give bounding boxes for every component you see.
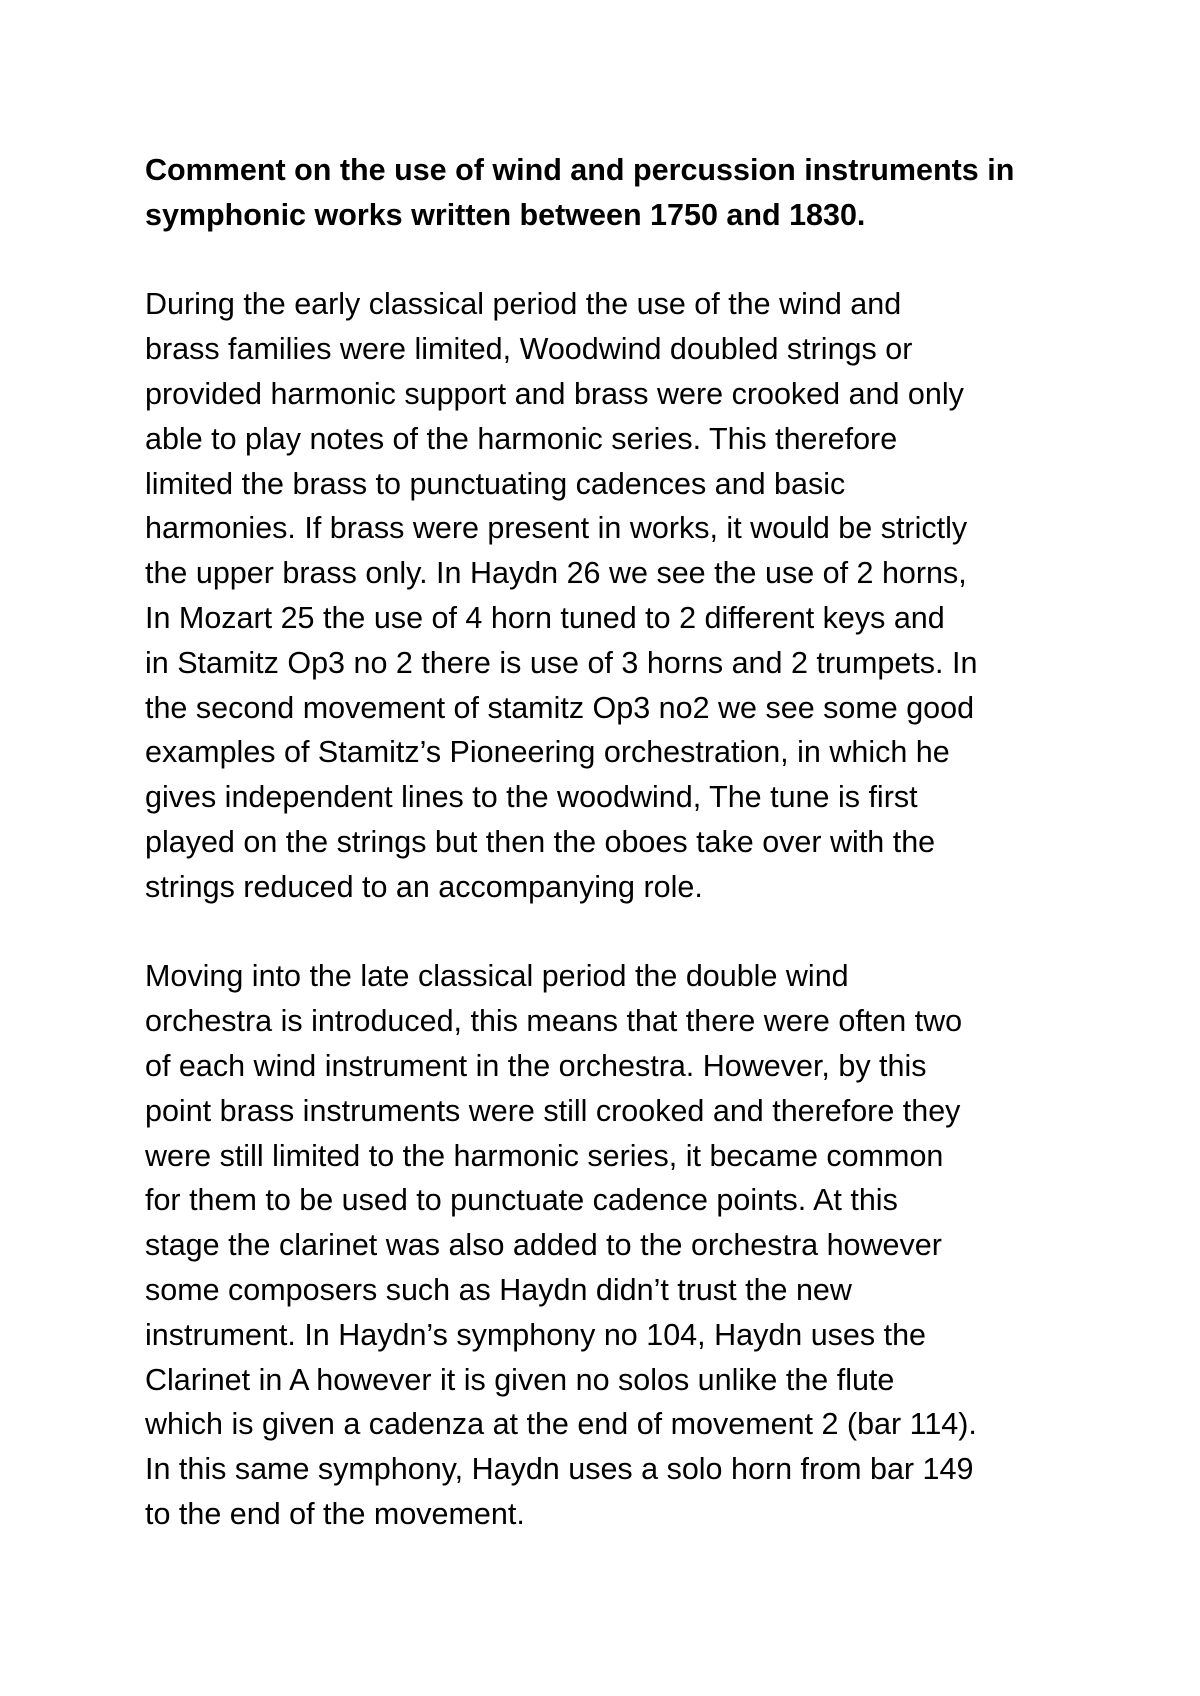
text-line: brass families were limited, Woodwind doubled strings or <box>145 332 913 367</box>
text-line: harmonies. If brass were present in works, it would be strictly <box>145 511 968 546</box>
text-line: instrument. In Haydn’s symphony no 104, Haydn uses the <box>145 1317 927 1352</box>
paragraph-early-classical <box>145 282 1075 909</box>
document-body <box>145 148 1075 1537</box>
text-line: some composers such as Haydn didn’t trust the new <box>145 1272 852 1307</box>
title-line: Comment on the use of wind and percussion instruments in <box>145 153 1015 187</box>
text-line: Clarinet in A however it is given no solos unlike the flute <box>145 1362 895 1397</box>
text-line: stage the clarinet was also added to the orchestra however <box>145 1228 942 1263</box>
text-line: examples of Stamitz’s Pioneering orchestration, in which he <box>145 735 950 770</box>
essay-title <box>145 148 1075 238</box>
text-line: gives independent lines to the woodwind, The tune is first <box>145 780 918 815</box>
text-line: strings reduced to an accompanying role. <box>145 869 703 904</box>
text-line: point brass instruments were still crooked and therefore they <box>145 1093 961 1128</box>
title-line: symphonic works written between 1750 and 1830. <box>145 197 866 232</box>
text-line: in Stamitz Op3 no 2 there is use of 3 horns and 2 trumpets. In <box>145 645 978 680</box>
paragraph-late-classical <box>145 954 1075 1536</box>
text-line: limited the brass to punctuating cadences and basic <box>145 466 846 501</box>
text-line: which is given a cadenza at the end of movement 2 (bar 114). <box>145 1407 977 1442</box>
text-line: to the end of the movement. <box>145 1496 525 1531</box>
text-line: the upper brass only. In Haydn 26 we see the use of 2 horns, <box>145 556 967 591</box>
text-line: able to play notes of the harmonic series. This therefore <box>145 421 898 456</box>
text-line: the second movement of stamitz Op3 no2 we see some good <box>145 690 975 725</box>
text-line: Moving into the late classical period the double wind <box>145 959 849 994</box>
text-line: provided harmonic support and brass were crooked and only <box>145 376 964 411</box>
text-line: In this same symphony, Haydn uses a solo horn from bar 149 <box>145 1452 974 1487</box>
text-line: orchestra is introduced, this means that there were often two <box>145 1004 963 1039</box>
text-line: were still limited to the harmonic series, it became common <box>145 1138 944 1173</box>
text-line: for them to be used to punctuate cadence points. At this <box>145 1183 898 1218</box>
text-line: played on the strings but then the oboes take over with the <box>145 824 936 859</box>
text-line: In Mozart 25 the use of 4 horn tuned to 2 different keys and <box>145 600 945 635</box>
text-line: of each wind instrument in the orchestra. However, by this <box>145 1048 927 1083</box>
text-line: During the early classical period the use of the wind and <box>145 287 902 322</box>
